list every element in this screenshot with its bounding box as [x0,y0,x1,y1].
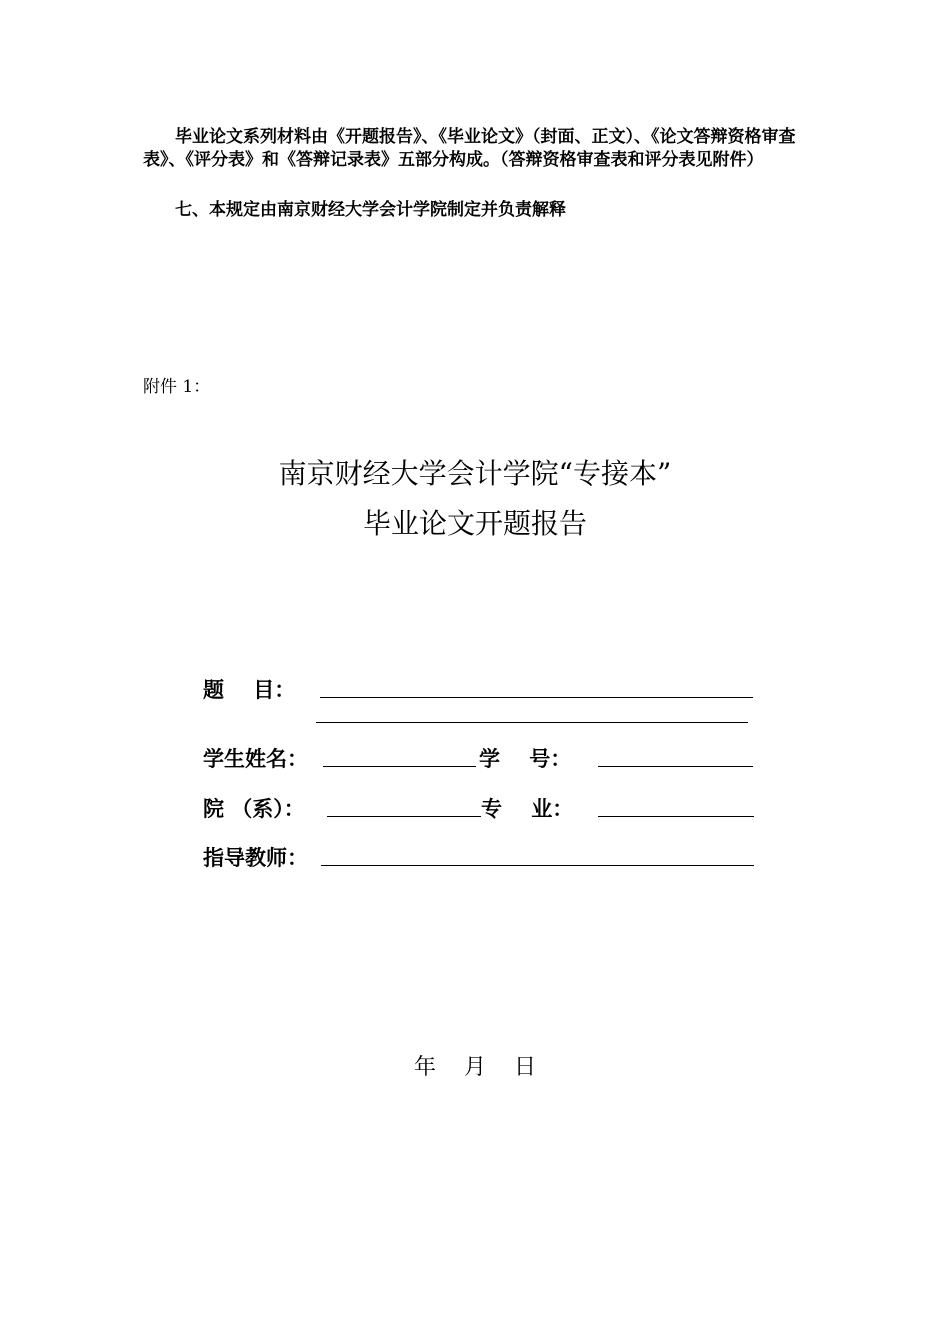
report-title-line1: 南京财经大学会计学院“专接本” [278,457,672,490]
department-label: 院 （系）： [203,797,305,821]
date-line: 年 月 日 [414,1055,536,1080]
topic-label: 题 目： [203,678,296,702]
department-field[interactable] [327,816,481,817]
regulation-paragraph: 七、本规定由南京财经大学会计学院制定并负责解释 [175,200,566,220]
topic-field-line2[interactable] [316,722,748,723]
major-label: 专 业： [481,797,574,821]
student-name-label: 学生姓名： [203,747,308,771]
advisor-field[interactable] [321,865,754,866]
student-id-field[interactable] [598,766,753,767]
major-field[interactable] [598,816,754,817]
student-name-field[interactable] [323,766,476,767]
attachment-label: 附件 1： [143,377,211,397]
topic-field-line1[interactable] [320,697,753,698]
materials-paragraph: 毕业论文系列材料由《开题报告》、《毕业论文》（封面、正文）、《论文答辩资格审查表》、《评分表》和《答辩记录表》五部分构成。（答辩资格审查表和评分表见附件） [143,127,796,170]
advisor-label: 指导教师： [203,846,308,870]
student-id-label: 学 号： [479,747,572,771]
report-title-line2: 毕业论文开题报告 [362,507,587,540]
